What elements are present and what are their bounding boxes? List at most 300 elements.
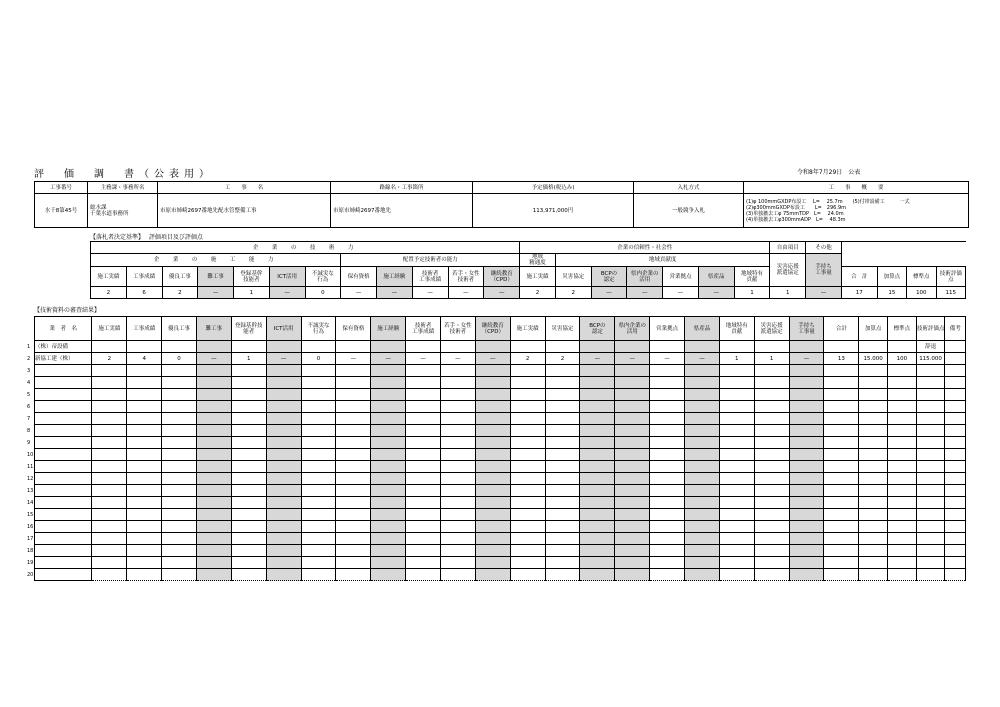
result-cell-13 [545,425,580,437]
result-cell-20 [789,557,824,569]
result-cell-20 [789,461,824,473]
result-cell-22 [859,509,888,521]
results-col-22: 加算点 [859,317,888,341]
result-cell-5 [266,437,301,449]
result-cell-9 [406,425,441,437]
result-cell-2 [162,425,197,437]
result-cell-8 [371,473,406,485]
result-cell-19 [754,425,789,437]
result-cell-3 [196,557,231,569]
bidder-name [27,353,92,365]
table-row [35,521,966,533]
row-number: 13 [27,487,34,494]
result-cell-9 [406,341,441,353]
result-cell-6 [301,533,336,545]
result-cell-15 [615,377,650,389]
result-cell-4 [231,557,266,569]
result-cell-14 [580,485,615,497]
result-cell-3 [196,437,231,449]
result-cell-17 [685,497,720,509]
result-cell-10 [441,509,476,521]
result-cell-13: 2 [545,353,580,365]
result-cell-15 [615,401,650,413]
result-cell-23 [888,509,917,521]
result-cell-7 [336,521,371,533]
result-cell-15 [615,437,650,449]
result-cell-1 [127,497,162,509]
crit-value-21: 17 [841,287,877,299]
results-col-23: 標準点 [888,317,917,341]
result-cell-3 [196,401,231,413]
result-cell-24 [916,545,945,557]
result-cell-5 [266,545,301,557]
result-cell-24 [916,569,945,581]
result-cell-21 [824,473,859,485]
header-label-name: 工 事 名 [158,182,331,194]
result-cell-17 [685,557,720,569]
result-cell-25 [945,497,966,509]
result-cell-5 [266,425,301,437]
project-dept [88,194,158,228]
result-cell-17 [685,425,720,437]
result-cell-9 [406,569,441,581]
result-cell-18 [719,389,754,401]
result-cell-13 [545,413,580,425]
result-cell-10 [441,389,476,401]
result-cell-3 [196,413,231,425]
result-cell-7 [336,365,371,377]
header-label-location: 路線名・工事箇所 [331,182,473,194]
crit-value-3: — [198,287,234,299]
summary-line-1: (1)φ 100mmGXDP布設工 L= 25.7m (5)付帯設備工 一式 [746,198,910,205]
result-cell-18 [719,365,754,377]
result-cell-14 [580,377,615,389]
result-cell-22 [859,389,888,401]
result-cell-11 [475,365,510,377]
result-cell-12 [510,461,545,473]
results-col-2: 優良工事 [162,317,197,341]
result-cell-9 [406,449,441,461]
table-row [35,401,966,413]
table-row [35,473,966,485]
result-cell-24 [916,521,945,533]
result-cell-6 [301,389,336,401]
result-cell-2 [162,497,197,509]
result-cell-20 [789,437,824,449]
row-number: 9 [27,439,31,446]
row-number: 15 [27,511,34,518]
result-cell-19 [754,521,789,533]
result-cell-4 [231,485,266,497]
group-other: その他 [806,242,842,254]
result-cell-12 [510,341,545,353]
result-cell-22 [859,521,888,533]
result-cell-23 [888,461,917,473]
result-cell-17 [685,485,720,497]
result-cell-12: 2 [510,353,545,365]
table-row [35,413,966,425]
result-cell-11 [475,437,510,449]
result-cell-22 [859,557,888,569]
result-cell-18 [719,497,754,509]
result-cell-25 [945,521,966,533]
result-cell-7 [336,461,371,473]
result-cell-4 [231,473,266,485]
result-cell-6 [301,425,336,437]
result-cell-12 [510,569,545,581]
result-cell-2 [162,401,197,413]
result-cell-16 [650,509,685,521]
crit-value-4: 1 [234,287,270,299]
result-cell-21 [824,485,859,497]
result-cell-7 [336,389,371,401]
result-cell-9 [406,461,441,473]
result-cell-4 [231,425,266,437]
project-name: 市原市姉崎2697番地先配水管整備工事 [158,194,331,228]
result-cell-17 [685,413,720,425]
result-cell-12 [510,485,545,497]
summary-line-2: (2)φ300mmGXDP布設工 L= 296.9m [746,204,846,211]
result-cell-15: — [615,353,650,365]
table-row [35,425,966,437]
result-cell-16 [650,401,685,413]
table-row [35,533,966,545]
result-cell-0 [92,401,127,413]
crit-col-23: 標準点 [907,267,936,287]
result-cell-9 [406,473,441,485]
result-cell-13 [545,557,580,569]
result-cell-11 [475,389,510,401]
result-cell-5 [266,497,301,509]
result-cell-18 [719,557,754,569]
result-cell-21 [824,341,859,353]
result-cell-23 [888,449,917,461]
result-cell-11 [475,413,510,425]
result-cell-23 [888,533,917,545]
result-cell-12 [510,521,545,533]
result-cell-11 [475,497,510,509]
header-label-method: 入札方式 [634,182,744,194]
results-col-name: 業 者 名 [35,317,92,341]
result-cell-3 [196,521,231,533]
result-cell-10 [441,485,476,497]
result-cell-15 [615,413,650,425]
result-cell-1 [127,473,162,485]
result-cell-12 [510,557,545,569]
result-cell-14 [580,521,615,533]
results-section-label: 【技術資料の審査結果】 [34,307,101,314]
result-cell-11 [475,485,510,497]
result-cell-4: 1 [231,353,266,365]
result-cell-5 [266,533,301,545]
result-cell-18 [719,545,754,557]
result-cell-17 [685,569,720,581]
result-cell-18 [719,437,754,449]
result-cell-13 [545,377,580,389]
result-cell-14 [580,413,615,425]
result-cell-5 [266,473,301,485]
result-cell-21 [824,497,859,509]
row-number: 19 [27,559,34,566]
result-cell-21 [824,557,859,569]
result-cell-3 [196,533,231,545]
result-cell-11: — [475,353,510,365]
crit-col-7: 保有資格 [341,267,377,287]
summary-line-3: (3)単独撤去工φ 75mmTDP L= 24.0m [746,210,844,217]
result-cell-21 [824,521,859,533]
result-cell-4 [231,449,266,461]
result-cell-7 [336,473,371,485]
result-cell-20 [789,401,824,413]
bidder-name-text: 新協工建（株） [35,355,74,362]
result-cell-11 [475,461,510,473]
result-cell-19 [754,509,789,521]
result-cell-0 [92,485,127,497]
result-cell-4 [231,569,266,581]
result-cell-20 [789,425,824,437]
result-cell-25 [945,509,966,521]
result-cell-19 [754,533,789,545]
bidder-name [27,341,92,353]
bidder-name [27,461,92,473]
result-cell-13 [545,569,580,581]
header-label-price: 予定価格(税込み) [473,182,634,194]
result-cell-18 [719,425,754,437]
result-cell-6: 0 [301,353,336,365]
result-cell-15 [615,557,650,569]
dept-line-2: 千葉水道事務所 [90,210,129,217]
result-cell-20 [789,533,824,545]
result-cell-6 [301,449,336,461]
result-cell-6 [301,365,336,377]
result-cell-21 [824,425,859,437]
result-cell-10 [441,521,476,533]
crit-col-0: 施工実績 [91,267,127,287]
result-cell-6 [301,497,336,509]
result-cell-12 [510,365,545,377]
result-cell-23 [888,545,917,557]
result-cell-25 [945,341,966,353]
crit-value-6: 0 [305,287,341,299]
result-cell-7 [336,569,371,581]
result-cell-2 [162,413,197,425]
bidder-name [27,413,92,425]
result-cell-2 [162,521,197,533]
result-cell-20 [789,389,824,401]
result-cell-7 [336,341,371,353]
result-cell-4 [231,413,266,425]
result-cell-11 [475,377,510,389]
crit-col-19: 災害応援 派遣協定 [770,254,806,287]
bidder-name [27,521,92,533]
bidder-name [27,569,92,581]
group-construction: 企 業 の 施 工 能 力 [91,254,341,267]
results-col-5: ICT活用 [266,317,301,341]
result-cell-1: 4 [127,353,162,365]
result-cell-2 [162,449,197,461]
result-cell-18 [719,377,754,389]
result-cell-14 [580,473,615,485]
result-cell-20 [789,413,824,425]
result-cell-6 [301,509,336,521]
result-cell-23 [888,485,917,497]
result-cell-10 [441,473,476,485]
result-cell-19 [754,497,789,509]
result-cell-4 [231,545,266,557]
result-cell-13 [545,533,580,545]
result-cell-22 [859,437,888,449]
result-cell-12 [510,377,545,389]
result-cell-23 [888,401,917,413]
result-cell-11 [475,521,510,533]
result-cell-16 [650,449,685,461]
result-cell-14 [580,497,615,509]
result-cell-12 [510,473,545,485]
result-cell-5 [266,485,301,497]
crit-col-10: 若手・女性 技術者 [448,267,484,287]
result-cell-8 [371,569,406,581]
result-cell-0 [92,341,127,353]
crit-value-17: — [698,287,734,299]
result-cell-0 [92,473,127,485]
project-location: 市原市姉崎2697番地先 [331,194,473,228]
result-cell-7 [336,377,371,389]
result-cell-18 [719,401,754,413]
result-cell-10 [441,461,476,473]
group-engineer: 配置予定技術者の能力 [341,254,520,267]
result-cell-22 [859,545,888,557]
result-cell-14: — [580,353,615,365]
result-cell-9 [406,509,441,521]
row-number: 1 [27,343,31,350]
result-cell-23 [888,365,917,377]
result-cell-14 [580,569,615,581]
result-cell-14 [580,341,615,353]
result-cell-1 [127,449,162,461]
result-cell-14 [580,365,615,377]
result-cell-8 [371,401,406,413]
result-cell-24 [916,533,945,545]
bidder-name [27,533,92,545]
crit-value-2: 2 [162,287,198,299]
table-row [35,449,966,461]
result-cell-14 [580,461,615,473]
result-cell-6 [301,569,336,581]
result-cell-24: 115.000 [916,353,945,365]
result-cell-9: — [406,353,441,365]
result-cell-19 [754,389,789,401]
result-cell-9 [406,557,441,569]
crit-value-1: 6 [126,287,162,299]
result-cell-1 [127,389,162,401]
result-cell-15 [615,425,650,437]
result-cell-24: 辞退 [916,341,945,353]
result-cell-23: 100 [888,353,917,365]
result-cell-0 [92,557,127,569]
result-cell-24 [916,473,945,485]
result-cell-25 [945,485,966,497]
result-cell-21 [824,545,859,557]
result-cell-7 [336,449,371,461]
result-cell-15 [615,461,650,473]
result-cell-13 [545,341,580,353]
result-cell-14 [580,509,615,521]
bidder-name [27,425,92,437]
bidder-name [27,473,92,485]
bidder-name [27,449,92,461]
result-cell-25 [945,437,966,449]
result-cell-10 [441,401,476,413]
result-cell-7: — [336,353,371,365]
result-cell-0 [92,497,127,509]
result-cell-7 [336,437,371,449]
table-row [35,353,966,365]
result-cell-12 [510,533,545,545]
result-cell-25 [945,365,966,377]
result-cell-1 [127,413,162,425]
result-cell-18 [719,569,754,581]
result-cell-3 [196,461,231,473]
result-cell-15 [615,509,650,521]
header-label-number: 工事番号 [35,182,88,194]
result-cell-24 [916,485,945,497]
result-cell-16 [650,521,685,533]
result-cell-16 [650,485,685,497]
result-cell-9 [406,521,441,533]
result-cell-4 [231,509,266,521]
result-cell-10 [441,497,476,509]
result-cell-9 [406,497,441,509]
crit-col-13: 災害協定 [555,267,591,287]
result-cell-2 [162,389,197,401]
result-cell-25 [945,413,966,425]
result-cell-8 [371,377,406,389]
result-cell-13 [545,509,580,521]
result-cell-3 [196,365,231,377]
row-number: 5 [27,391,31,398]
result-cell-8 [371,521,406,533]
result-cell-24 [916,449,945,461]
table-row [35,437,966,449]
table-row [35,341,966,353]
bidder-name [27,401,92,413]
result-cell-2 [162,545,197,557]
result-cell-25 [945,401,966,413]
result-cell-6 [301,377,336,389]
result-cell-0: 2 [92,353,127,365]
bidder-name [27,497,92,509]
result-cell-12 [510,425,545,437]
result-cell-2 [162,485,197,497]
result-cell-22 [859,425,888,437]
crit-col-4: 登録基幹 技能者 [234,267,270,287]
result-cell-19 [754,545,789,557]
result-cell-0 [92,413,127,425]
result-cell-18 [719,413,754,425]
result-cell-17 [685,437,720,449]
result-cell-18 [719,521,754,533]
result-cell-14 [580,533,615,545]
result-cell-20 [789,485,824,497]
crit-value-24: 115 [936,287,965,299]
row-number: 11 [27,463,34,470]
result-cell-17: — [685,353,720,365]
result-cell-24 [916,497,945,509]
result-cell-24 [916,365,945,377]
result-cell-3 [196,509,231,521]
page-title: 評 価 調 書（公表用） [34,169,214,180]
result-cell-7 [336,557,371,569]
